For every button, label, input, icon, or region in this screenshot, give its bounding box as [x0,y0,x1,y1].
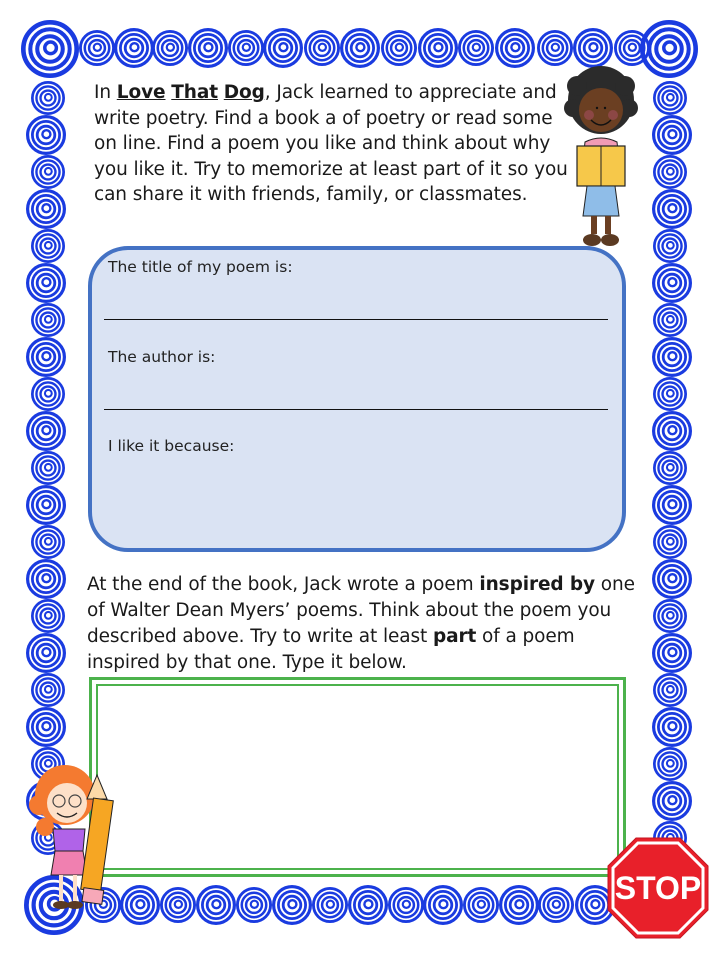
swirl-icon [120,885,160,925]
swirl-icon [653,599,687,633]
swirl-icon [653,81,687,115]
swirl-icon [653,673,687,707]
swirl-icon [653,229,687,263]
swirl-icon [263,28,303,68]
swirl-icon [26,707,66,747]
swirl-icon [160,887,196,923]
swirl-icon [653,747,687,781]
swirl-icon [652,633,692,673]
swirl-icon [537,30,573,66]
swirl-icon [652,559,692,599]
swirl-icon [312,887,348,923]
swirl-icon [26,559,66,599]
swirl-icon [652,189,692,229]
poem-info-box [88,246,626,552]
swirl-icon [652,337,692,377]
swirl-icon [31,155,65,189]
swirl-icon [573,28,613,68]
swirl-icon [381,30,417,66]
title-answer-line[interactable] [104,319,608,320]
book-title-word: That [171,82,218,103]
swirl-icon [31,81,65,115]
swirl-icon [236,887,272,923]
swirl-icon [418,28,458,68]
task-bold-part: part [432,626,477,647]
swirl-icon [653,155,687,189]
task-text: one of Walter Dean Myers’ poems. Think about the poem you described above. Try to write at least [87,574,635,647]
author-label: The author is: [108,348,216,366]
swirl-icon [26,337,66,377]
swirl-icon [272,885,312,925]
task-text: of a poem inspired by that one. Type it below. [87,626,575,673]
swirl-icon [388,887,424,923]
swirl-icon [26,485,66,525]
swirl-icon [31,303,65,337]
stop-sign-icon [606,836,710,940]
stop-label: STOP [614,870,702,906]
author-answer-line[interactable] [104,409,608,410]
intro-paragraph [94,80,574,208]
swirl-icon [652,263,692,303]
swirl-icon [495,28,535,68]
swirl-icon [21,20,79,78]
swirl-icon [652,485,692,525]
swirl-icon [538,887,574,923]
poem-answer-box [89,677,626,877]
swirl-icon [228,30,264,66]
swirl-icon [31,377,65,411]
swirl-icon [652,115,692,155]
swirl-icon [31,451,65,485]
swirl-icon [31,673,65,707]
book-title-word: Love [116,82,166,103]
swirl-icon [31,229,65,263]
swirl-icon [348,885,388,925]
reason-label: I like it because: [108,437,235,455]
swirl-icon [26,633,66,673]
title-label: The title of my poem is: [108,258,293,276]
swirl-icon [304,30,340,66]
swirl-icon [114,28,154,68]
swirl-icon [653,525,687,559]
task-text: At the end of the book, Jack wrote a poem [87,574,480,595]
book-title-word: Dog [223,82,265,103]
swirl-icon [423,885,463,925]
swirl-icon [152,30,188,66]
swirl-icon [26,411,66,451]
girl-reading-book-icon [563,64,639,250]
swirl-icon [79,30,115,66]
swirl-icon [31,525,65,559]
swirl-icon [340,28,380,68]
intro-text: , Jack learned to appreciate and write poetry. Find a book a of poetry or read some on line. Find a poem you like and think about why you like it. Try to memorize at least part of it so you can share it with friends, family, or classmates. [94,82,568,205]
girl-with-pencil-icon [25,755,115,915]
swirl-icon [653,303,687,337]
swirl-icon [26,189,66,229]
swirl-icon [653,451,687,485]
swirl-icon [26,115,66,155]
task-bold-inspired-by: inspired by [479,574,596,595]
swirl-icon [458,30,494,66]
swirl-icon [463,887,499,923]
poem-answer-input[interactable] [102,690,613,864]
swirl-icon [31,599,65,633]
swirl-icon [652,781,692,821]
swirl-icon [188,28,228,68]
swirl-icon [652,707,692,747]
swirl-icon [653,377,687,411]
swirl-icon [652,411,692,451]
swirl-icon [499,885,539,925]
swirl-icon [26,263,66,303]
swirl-icon [196,885,236,925]
swirl-icon [614,30,650,66]
intro-prefix: In [94,82,117,103]
task-paragraph [87,572,647,676]
